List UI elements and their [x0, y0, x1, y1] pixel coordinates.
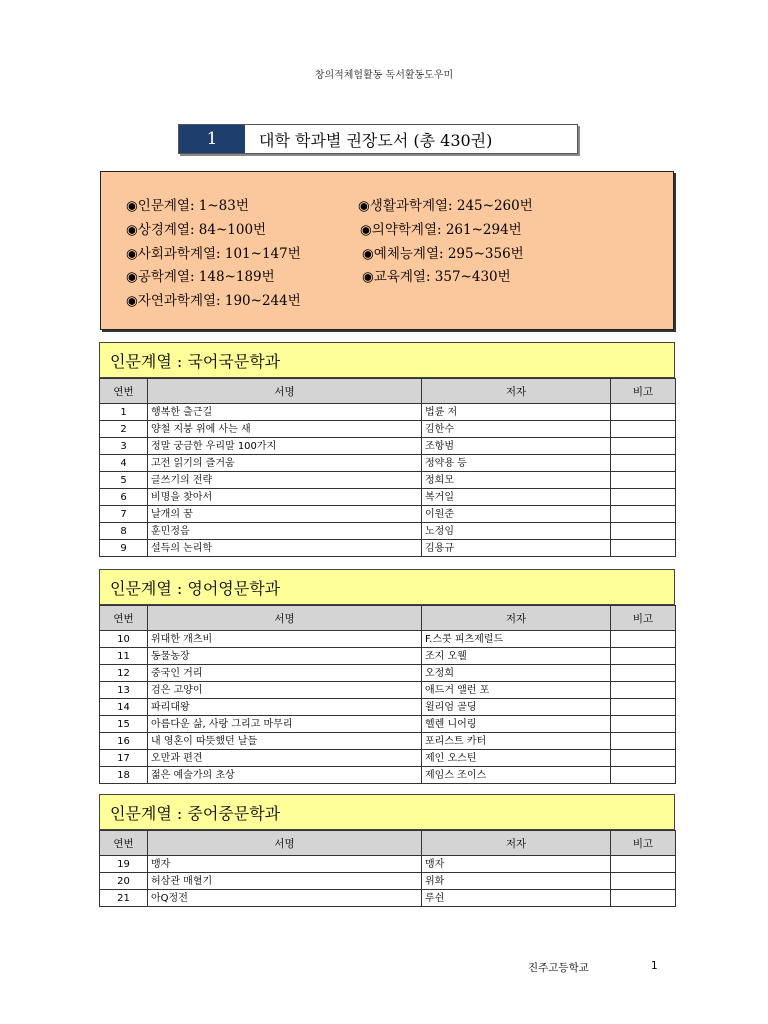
col-header-note: 비고 — [611, 606, 676, 631]
table-row — [100, 523, 676, 540]
row-author: 윌리엄 골딩 — [422, 699, 611, 716]
row-title: 고전 읽기의 즐거움 — [148, 455, 422, 472]
title-number: 1 — [179, 125, 245, 153]
row-num: 14 — [100, 699, 148, 716]
table-row — [100, 648, 676, 665]
section-english-literature — [99, 569, 675, 784]
row-note — [611, 682, 676, 699]
summary-item: ◉예체능계열: 295~356번 — [362, 246, 524, 262]
row-title: 오만과 편견 — [148, 750, 422, 767]
row-note — [611, 631, 676, 648]
col-header-num: 연번 — [100, 379, 148, 404]
col-header-num: 연번 — [100, 831, 148, 856]
row-note — [611, 648, 676, 665]
row-note — [611, 856, 676, 873]
row-title: 글쓰기의 전략 — [148, 472, 422, 489]
row-author: 위화 — [422, 873, 611, 890]
col-header-title: 서명 — [148, 831, 422, 856]
row-title: 날개의 꿈 — [148, 506, 422, 523]
table-row — [100, 699, 676, 716]
row-note — [611, 890, 676, 907]
row-note — [611, 733, 676, 750]
table-row — [100, 489, 676, 506]
row-title: 양철 지붕 위에 사는 새 — [148, 421, 422, 438]
col-header-note: 비고 — [611, 379, 676, 404]
table-row — [100, 856, 676, 873]
book-table — [99, 378, 676, 557]
table-row — [100, 665, 676, 682]
table-row — [100, 438, 676, 455]
footer-page-number: 1 — [651, 960, 658, 972]
row-title: 비명을 찾아서 — [148, 489, 422, 506]
section-title: 인문계열 : 영어영문학과 — [99, 569, 675, 605]
row-num: 17 — [100, 750, 148, 767]
row-note — [611, 767, 676, 784]
row-note — [611, 455, 676, 472]
summary-item: ◉인문계열: 1~83번 — [126, 198, 249, 214]
row-note — [611, 750, 676, 767]
row-num: 4 — [100, 455, 148, 472]
row-author: 복거일 — [422, 489, 611, 506]
col-header-author: 저자 — [422, 379, 611, 404]
section-korean-literature — [99, 342, 675, 557]
table-row — [100, 733, 676, 750]
row-note — [611, 699, 676, 716]
row-title: 정말 궁금한 우리말 100가지 — [148, 438, 422, 455]
row-note — [611, 438, 676, 455]
row-title: 허삼관 매혈기 — [148, 873, 422, 890]
row-title: 동물농장 — [148, 648, 422, 665]
summary-item: ◉사회과학계열: 101~147번 — [126, 246, 301, 262]
summary-item: ◉상경계열: 84~100번 — [126, 222, 267, 238]
document-title-box — [178, 124, 578, 154]
row-author: 정약용 등 — [422, 455, 611, 472]
row-author: F.스콧 피츠제럴드 — [422, 631, 611, 648]
row-num: 5 — [100, 472, 148, 489]
row-note — [611, 873, 676, 890]
row-author: 조지 오웰 — [422, 648, 611, 665]
col-header-author: 저자 — [422, 831, 611, 856]
row-title: 검은 고양이 — [148, 682, 422, 699]
row-num: 8 — [100, 523, 148, 540]
summary-item: ◉자연과학계열: 190~244번 — [126, 293, 301, 309]
row-num: 7 — [100, 506, 148, 523]
summary-item: ◉공학계열: 148~189번 — [126, 269, 275, 285]
footer-school-name: 진주고등학교 — [528, 962, 589, 974]
row-author: 애드거 앨런 포 — [422, 682, 611, 699]
table-row — [100, 890, 676, 907]
row-author: 노정임 — [422, 523, 611, 540]
col-header-note: 비고 — [611, 831, 676, 856]
row-num: 2 — [100, 421, 148, 438]
row-author: 김용규 — [422, 540, 611, 557]
table-row — [100, 873, 676, 890]
table-row — [100, 404, 676, 421]
book-table — [99, 830, 676, 907]
row-author: 맹자 — [422, 856, 611, 873]
row-title: 중국인 거리 — [148, 665, 422, 682]
row-num: 13 — [100, 682, 148, 699]
row-author: 헬렌 니어링 — [422, 716, 611, 733]
row-note — [611, 472, 676, 489]
table-row — [100, 631, 676, 648]
table-row — [100, 682, 676, 699]
section-title: 인문계열 : 중어중문학과 — [99, 794, 675, 830]
row-num: 1 — [100, 404, 148, 421]
row-num: 15 — [100, 716, 148, 733]
section-chinese-literature — [99, 794, 675, 907]
row-note — [611, 716, 676, 733]
row-title: 아Q정전 — [148, 890, 422, 907]
document-title: 대학 학과별 권장도서 (총 430권) — [259, 130, 493, 150]
row-title: 아름다운 삶, 사랑 그리고 마무리 — [148, 716, 422, 733]
row-author: 조항범 — [422, 438, 611, 455]
row-note — [611, 404, 676, 421]
table-row — [100, 472, 676, 489]
row-author: 오정희 — [422, 665, 611, 682]
page-header: 창의적체험활동 독서활동도우미 — [314, 70, 454, 81]
table-row — [100, 750, 676, 767]
table-row — [100, 540, 676, 557]
row-note — [611, 506, 676, 523]
category-summary-box — [100, 171, 674, 330]
row-num: 12 — [100, 665, 148, 682]
row-num: 18 — [100, 767, 148, 784]
table-row — [100, 421, 676, 438]
row-title: 행복한 출근길 — [148, 404, 422, 421]
row-num: 3 — [100, 438, 148, 455]
row-num: 21 — [100, 890, 148, 907]
table-row — [100, 716, 676, 733]
table-row — [100, 767, 676, 784]
row-author: 제임스 조이스 — [422, 767, 611, 784]
row-author: 법륜 저 — [422, 404, 611, 421]
row-note — [611, 523, 676, 540]
table-row — [100, 506, 676, 523]
row-num: 16 — [100, 733, 148, 750]
row-note — [611, 421, 676, 438]
book-table — [99, 605, 676, 784]
row-note — [611, 540, 676, 557]
row-note — [611, 665, 676, 682]
row-title: 맹자 — [148, 856, 422, 873]
row-note — [611, 489, 676, 506]
row-num: 20 — [100, 873, 148, 890]
row-num: 6 — [100, 489, 148, 506]
row-num: 9 — [100, 540, 148, 557]
row-title: 위대한 개츠비 — [148, 631, 422, 648]
row-title: 훈민정음 — [148, 523, 422, 540]
row-num: 10 — [100, 631, 148, 648]
row-author: 제인 오스틴 — [422, 750, 611, 767]
summary-item: ◉의약학계열: 261~294번 — [360, 222, 522, 238]
row-num: 11 — [100, 648, 148, 665]
col-header-author: 저자 — [422, 606, 611, 631]
section-title: 인문계열 : 국어국문학과 — [99, 342, 675, 378]
row-author: 김한수 — [422, 421, 611, 438]
summary-item: ◉교육계열: 357~430번 — [362, 269, 511, 285]
row-title: 내 영혼이 따뜻했던 날들 — [148, 733, 422, 750]
row-author: 정희모 — [422, 472, 611, 489]
row-author: 포리스트 카터 — [422, 733, 611, 750]
row-title: 설득의 논리학 — [148, 540, 422, 557]
col-header-title: 서명 — [148, 379, 422, 404]
row-author: 루쉰 — [422, 890, 611, 907]
row-title: 파리대왕 — [148, 699, 422, 716]
row-num: 19 — [100, 856, 148, 873]
summary-item: ◉생활과학계열: 245~260번 — [358, 198, 533, 214]
col-header-title: 서명 — [148, 606, 422, 631]
row-author: 이원준 — [422, 506, 611, 523]
table-row — [100, 455, 676, 472]
col-header-num: 연번 — [100, 606, 148, 631]
row-title: 젊은 예술가의 초상 — [148, 767, 422, 784]
